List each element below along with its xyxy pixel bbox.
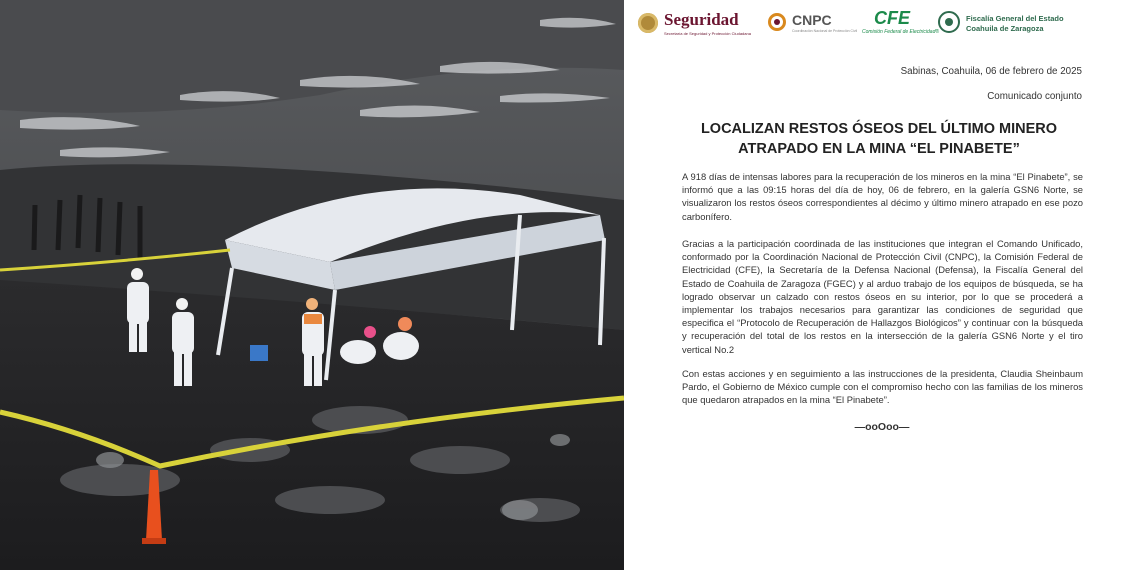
cnpc-name: CNPC	[792, 12, 832, 28]
cnpc-subtitle: Coordinación Nacional de Protección Civil	[792, 29, 858, 33]
seal-icon	[638, 13, 658, 33]
closing-mark: —ooOoo—	[854, 421, 910, 433]
fgec-logo	[938, 8, 1068, 40]
cnpc-emblem-icon	[768, 13, 786, 31]
cfe-subtitle: Comisión Federal de Electricidad®	[862, 29, 940, 35]
fgec-seal-icon	[938, 11, 960, 33]
seguridad-logo	[638, 8, 760, 40]
headline-line-2: ATRAPADO EN LA MINA “EL PINABETE”	[738, 141, 1020, 157]
communique-document	[624, 0, 1140, 570]
cfe-logo	[860, 8, 940, 40]
seguridad-name: Seguridad	[664, 10, 739, 29]
fgec-line1: Fiscalía General del Estado	[966, 14, 1064, 23]
cnpc-logo	[768, 8, 858, 40]
institution-logos	[638, 8, 1128, 40]
fgec-line2: Coahuila de Zaragoza	[966, 24, 1044, 33]
cfe-name: CFE	[874, 8, 910, 28]
paragraph-3: Con estas acciones y en seguimiento a las instrucciones de la presidenta, Claudia Sheinbaum Pardo, el Gobierno de México cumple con el compromiso hecho con las familias de los mineros que quedaron atrapados en la mina “El Pinabete”.	[682, 368, 1083, 406]
paragraph-2: Gracias a la participación coordinada de las instituciones que integran el Comando Unificado, conformado por la Coordinación Nacional de Protección Civil (CNPC), la Comisión Federal de Electricidad (CFE), la Secretaría de la Defensa Nacional (Defensa), la Fiscalía General del Estado de Coahuila de Zaragoza (FGEC) y al arduo trabajo de los equipos de búsqueda, se ha logrado observar un calzado con restos óseos en su interior, por lo que se procederá a implementar los trabajos necesarios para garantizar las condiciones de seguridad que especifica el “Protocolo de Recuperación de Hallazgos Biológicos” y continuar con la búsqueda y recuperación del total de los restos en la intersección de la galería GSN6 Norte y el tiro vertical No.2	[682, 238, 1083, 355]
headline-line-1: LOCALIZAN RESTOS ÓSEOS DEL ÚLTIMO MINERO	[700, 121, 1058, 137]
document-kind: Comunicado conjunto	[987, 91, 1082, 102]
paragraph-1: A 918 días de intensas labores para la recuperación de los mineros en la mina “El Pinabete”, se informó que a las 09:15 horas del día de hoy, 06 de febrero, en la galería GSN6 Norte, se visualizaron los restos óseos correspondientes al décimo y último minero atrapado en ese pozo carbonífero.	[682, 171, 1083, 222]
place-date: Sabinas, Coahuila, 06 de febrero de 2025	[900, 66, 1082, 77]
seguridad-subtitle: Secretaría de Seguridad y Protección Ciudadana	[664, 31, 751, 36]
